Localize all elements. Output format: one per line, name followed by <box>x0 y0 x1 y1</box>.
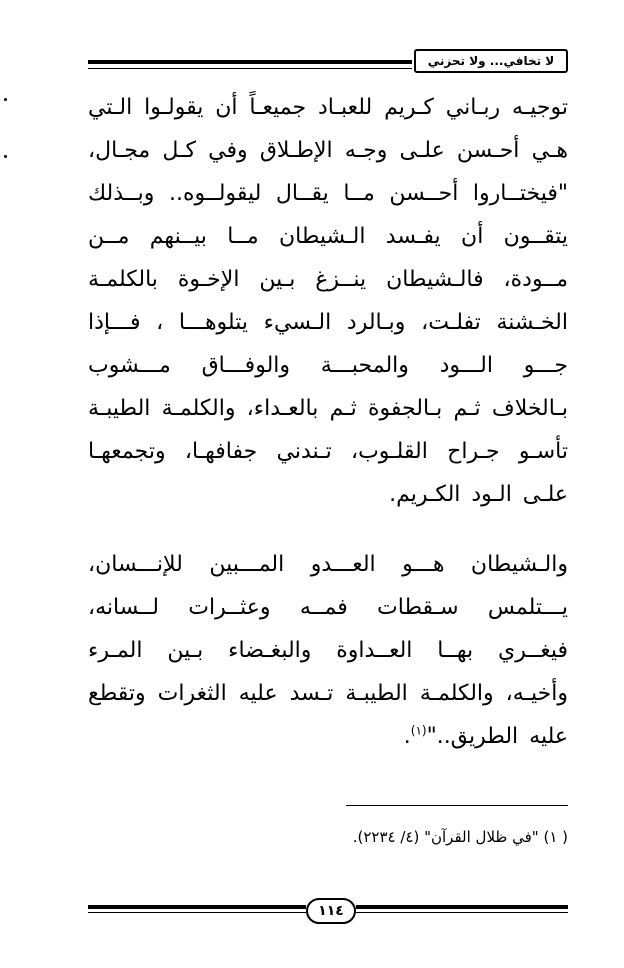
footnote: ( ١) "في ظلال القرآن" (٤/ ٢٢٣٤). <box>352 828 568 846</box>
page-number: ١١٤ <box>306 898 356 924</box>
running-title: لا تخافي... ولا تحزني <box>414 49 568 73</box>
end-mark: . <box>403 724 411 749</box>
footnote-separator <box>346 805 568 806</box>
margin-mark <box>4 98 7 101</box>
footer-rule-right <box>356 905 568 913</box>
margin-mark <box>4 155 7 158</box>
paragraph-1: توجيـه ربـاني كـريم للعبـاد جميعـاً أن يقولـوا الـتي هـي أحـسن علـى وجـه الإطـلاق وفي كـل مجـال، "فيختــاروا أحــسن مــا يقــال ليقولــوه.. وبــذلك يتقــون أن يفـسد الـشيطان مــا بيــنهم مــن مــودة، فالـشيطان ينــزغ بـين الإخـوة بالكلمـة الخـشنة تفلـت، وبـالرد الـسيء يتلوهـــا ، فـــإذا جـــو الـــود والمحبـــة والوفـــاق مـــشوب بـالخلاف ثـم بـالجفوة ثـم بالعـداء، والكلمـة الطيبـة تأسـو جـراح القلـوب، تـندني جفافهـا، وتجمعهـا علـى الـود الكـريم. <box>88 95 568 507</box>
paragraph-2-text: والـشيطان هـــو العـــدو المـــبين للإنـــسان، يـــتلمس سـقطات فمــه وعثــرات لــسانه، فيغــري بهــا العــداوة والبغـضاء بـين المـرء وأخيـه، والكلمـة الطيبـة تـسد عليه الثغرات وتقطع عليه الطريق.." <box>88 552 568 749</box>
footer-rule-left <box>88 905 306 913</box>
footnote-reference[interactable]: (١) <box>410 723 427 738</box>
paragraph-2 <box>88 543 568 758</box>
page-body <box>88 86 568 758</box>
